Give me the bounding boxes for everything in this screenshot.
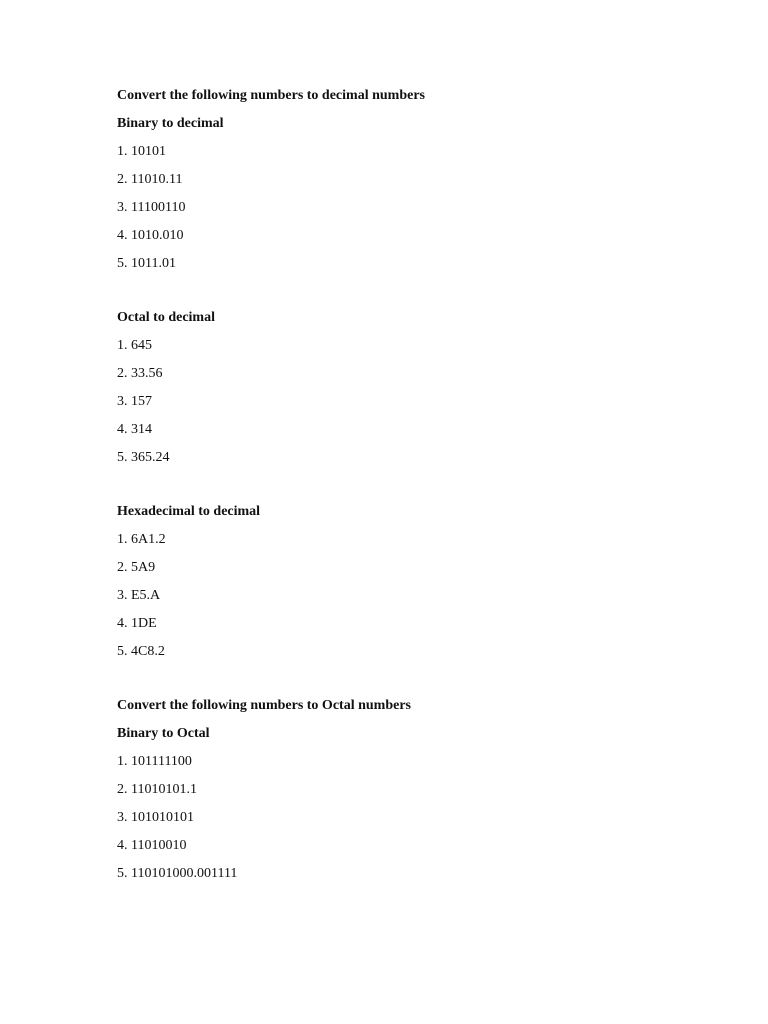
list-item: 3. 101010101 xyxy=(117,810,194,825)
list-item: 5. 110101000.001111 xyxy=(117,866,238,881)
subheading-octal-to-decimal: Octal to decimal xyxy=(117,310,215,325)
list-item: 5. 1011.01 xyxy=(117,256,176,271)
list-item: 4. 11010010 xyxy=(117,838,187,853)
document-page xyxy=(117,84,717,890)
spacer xyxy=(117,474,717,500)
spacer xyxy=(117,280,717,306)
subheading-binary-to-decimal: Binary to decimal xyxy=(117,116,224,131)
list-item: 5. 4C8.2 xyxy=(117,644,165,659)
list-item: 1. 645 xyxy=(117,338,152,353)
section-title-octal: Convert the following numbers to Octal numbers xyxy=(117,698,411,713)
list-item: 3. 11100110 xyxy=(117,200,186,215)
list-item: 3. 157 xyxy=(117,394,152,409)
list-item: 1. 10101 xyxy=(117,144,166,159)
list-item: 2. 33.56 xyxy=(117,366,163,381)
list-item: 4. 1010.010 xyxy=(117,228,184,243)
list-item: 2. 5A9 xyxy=(117,560,156,575)
list-item: 1. 101111100 xyxy=(117,754,192,769)
list-item: 4. 314 xyxy=(117,422,152,437)
section-title-decimal: Convert the following numbers to decimal numbers xyxy=(117,88,425,103)
spacer xyxy=(117,668,717,694)
subheading-binary-to-octal: Binary to Octal xyxy=(117,726,210,741)
list-item: 3. E5.A xyxy=(117,588,161,603)
list-item: 2. 11010101.1 xyxy=(117,782,197,797)
subheading-hex-to-decimal: Hexadecimal to decimal xyxy=(117,504,261,519)
list-item: 5. 365.24 xyxy=(117,450,170,465)
list-item: 1. 6A1.2 xyxy=(117,532,166,547)
list-item: 2. 11010.11 xyxy=(117,172,183,187)
list-item: 4. 1DE xyxy=(117,616,157,631)
